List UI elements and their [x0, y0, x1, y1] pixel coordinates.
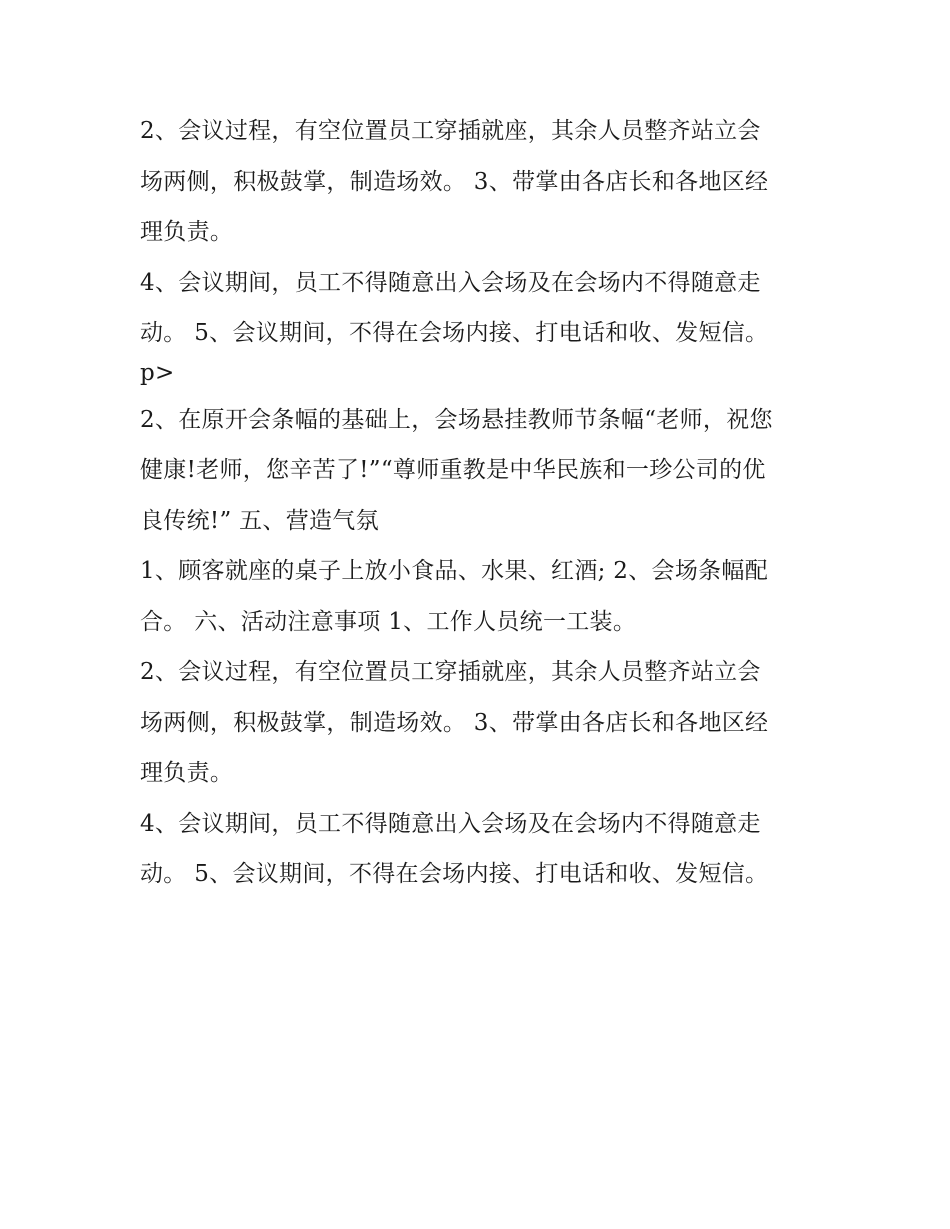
document-body — [140, 106, 820, 900]
text-line-stray-tag: p> — [140, 359, 175, 386]
text-line: 动。 5、会议期间，不得在会场内接、打电话和收、发短信。 — [140, 320, 769, 346]
text-line: 2、在原开会条幅的基础上，会场悬挂教师节条幅“老师，祝您 — [140, 406, 773, 433]
text-line: 合。 六、活动注意事项 1、工作人员统一工装。 — [140, 608, 637, 635]
text-line: 健康!老师，您辛苦了!”“尊师重教是中华民族和一珍公司的优 — [140, 457, 766, 483]
text-line: 1、顾客就座的桌子上放小食品、水果、红酒; 2、会场条幅配 — [140, 558, 769, 584]
text-line: 良传统!” 五、营造气氛 — [140, 507, 379, 534]
text-line: 动。 5、会议期间，不得在会场内接、打电话和收、发短信。 — [140, 861, 769, 887]
text-line: 理负责。 — [140, 219, 234, 245]
text-line: 理负责。 — [140, 760, 234, 786]
text-line: 4、会议期间，员工不得随意出入会场及在会场内不得随意走 — [140, 810, 761, 837]
text-line: 场两侧，积极鼓掌，制造场效。 3、带掌由各店长和各地区经 — [140, 168, 769, 195]
text-line: 2、会议过程，有空位置员工穿插就座，其余人员整齐站立会 — [140, 118, 761, 144]
text-line: 4、会议期间，员工不得随意出入会场及在会场内不得随意走 — [140, 269, 761, 296]
text-line: 2、会议过程，有空位置员工穿插就座，其余人员整齐站立会 — [140, 659, 761, 685]
text-line: 场两侧，积极鼓掌，制造场效。 3、带掌由各店长和各地区经 — [140, 709, 769, 736]
